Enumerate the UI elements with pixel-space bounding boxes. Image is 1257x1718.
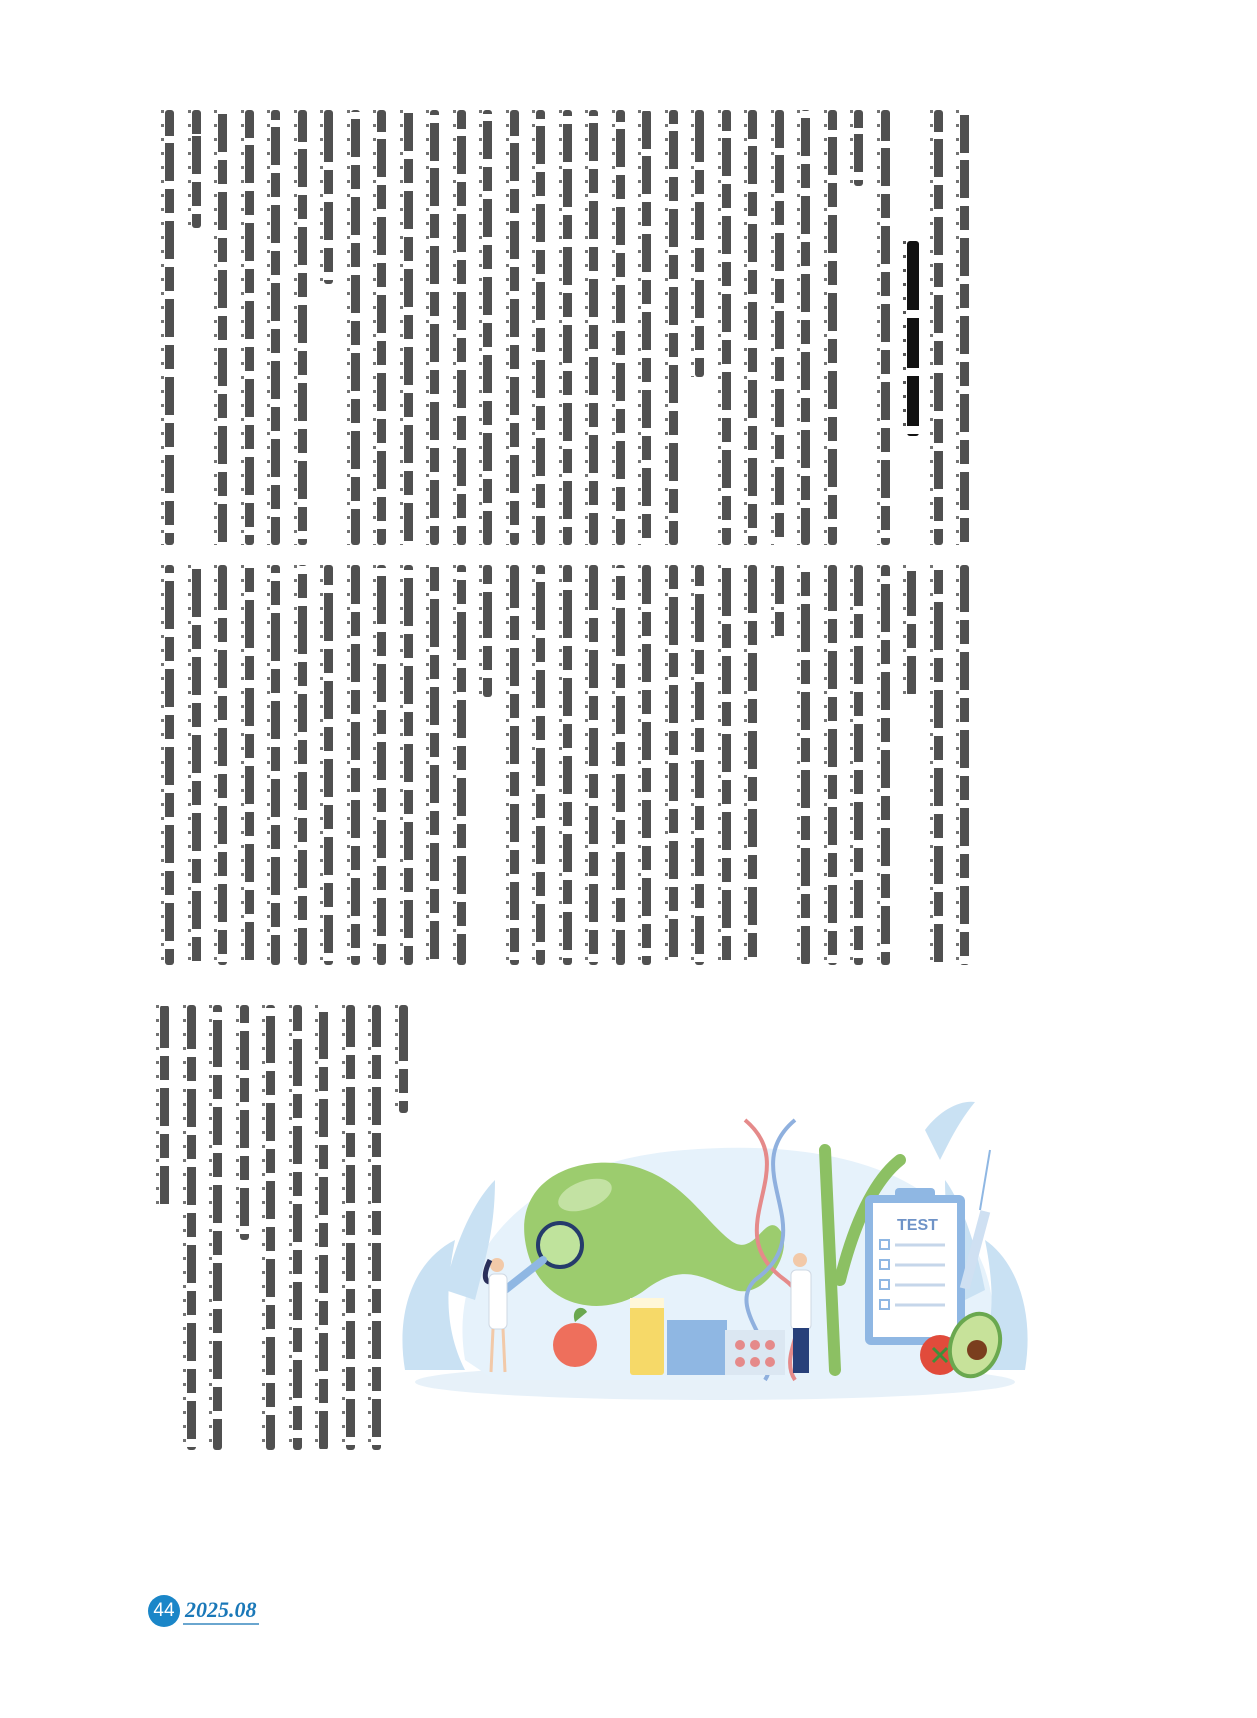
text-column	[748, 565, 757, 965]
text-column	[218, 110, 227, 545]
text-column	[457, 110, 466, 545]
text-column	[351, 110, 360, 545]
text-column	[430, 110, 439, 545]
text-column	[271, 565, 280, 965]
pill-bottle-icon	[630, 1298, 664, 1375]
text-column	[324, 110, 333, 284]
text-column	[881, 565, 890, 965]
text-column	[722, 110, 731, 545]
text-column	[563, 110, 572, 545]
clipboard-icon	[865, 1188, 965, 1345]
text-column	[245, 110, 254, 545]
text-column	[616, 565, 625, 965]
text-column	[271, 110, 280, 545]
text-column	[536, 110, 545, 545]
page-number: 44	[148, 1595, 180, 1627]
text-column	[722, 565, 731, 965]
text-column	[775, 565, 784, 641]
text-column	[960, 110, 969, 545]
text-column	[372, 1005, 381, 1450]
text-column	[192, 565, 201, 965]
text-column	[669, 110, 678, 545]
text-column	[404, 110, 413, 545]
text-column	[483, 110, 492, 545]
clipboard-test-label: TEST	[897, 1217, 938, 1234]
text-column	[960, 565, 969, 965]
text-column	[589, 110, 598, 545]
text-column	[192, 110, 201, 228]
text-column	[510, 565, 519, 965]
text-column	[165, 110, 174, 545]
text-column	[801, 110, 810, 545]
text-column	[510, 110, 519, 545]
text-column	[563, 565, 572, 965]
text-column	[240, 1005, 249, 1240]
text-column	[404, 565, 413, 965]
text-column	[907, 565, 916, 696]
text-column	[536, 565, 545, 965]
text-column	[695, 110, 704, 377]
text-column	[589, 565, 598, 965]
doctor-male-icon	[791, 1253, 811, 1373]
text-column	[483, 565, 492, 697]
text-column	[748, 110, 757, 545]
text-column	[324, 565, 333, 965]
text-column	[165, 565, 174, 965]
text-column	[218, 565, 227, 965]
text-column	[616, 110, 625, 545]
text-column	[854, 110, 863, 186]
text-column	[266, 1005, 275, 1450]
text-column	[669, 565, 678, 965]
text-column	[934, 110, 943, 545]
text-column	[298, 110, 307, 545]
text-column	[695, 565, 704, 965]
text-column	[881, 110, 890, 545]
text-column	[828, 110, 837, 545]
text-column	[828, 565, 837, 965]
blister-pack-icon	[725, 1330, 785, 1375]
text-column	[642, 565, 651, 965]
pill-box-icon	[667, 1320, 727, 1375]
text-column	[377, 110, 386, 545]
text-column	[160, 1005, 169, 1211]
text-column	[457, 565, 466, 965]
text-column	[187, 1005, 196, 1450]
text-column	[430, 565, 439, 965]
text-column	[346, 1005, 355, 1450]
text-column	[801, 565, 810, 965]
text-column	[399, 1005, 408, 1113]
text-column	[377, 565, 386, 965]
text-column	[934, 565, 943, 965]
medical-illustration	[385, 1090, 1050, 1410]
text-column	[293, 1005, 302, 1450]
text-column	[775, 110, 784, 545]
page-footer	[148, 1595, 259, 1627]
text-column	[245, 565, 254, 965]
text-column	[351, 565, 360, 965]
text-column	[907, 241, 919, 437]
text-column	[298, 565, 307, 965]
text-column	[854, 565, 863, 965]
text-column	[213, 1005, 222, 1450]
issue-date: 2025.08	[183, 1597, 259, 1625]
text-column	[319, 1005, 328, 1450]
text-column	[642, 110, 651, 545]
